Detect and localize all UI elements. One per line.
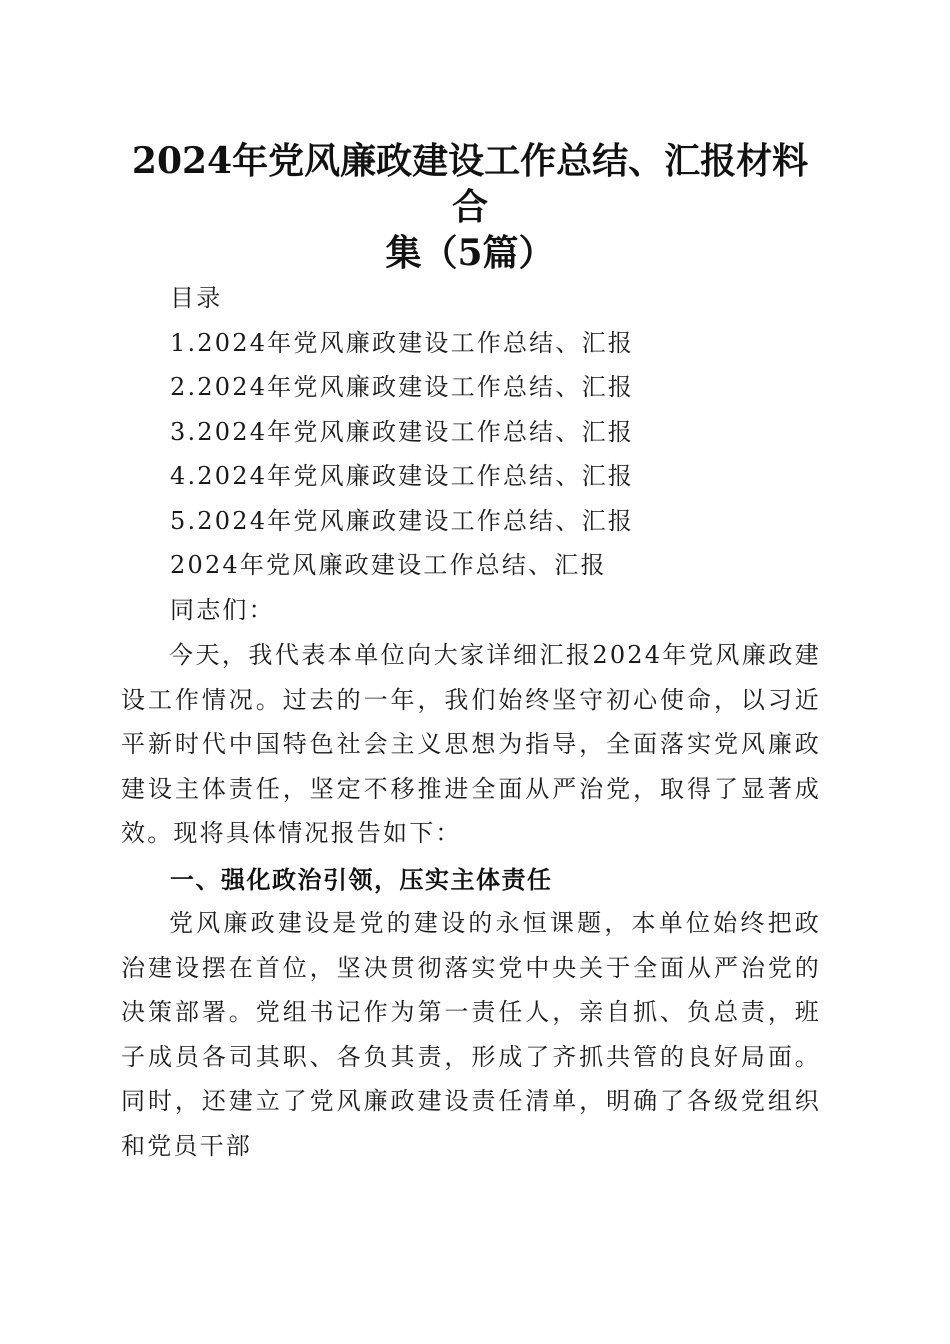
toc-item: 1.2024年党风廉政建设工作总结、汇报: [170, 328, 634, 357]
document-title: [120, 138, 820, 276]
article-title: 2024年党风廉政建设工作总结、汇报: [170, 551, 607, 579]
toc-item: 3.2024年党风廉政建设工作总结、汇报: [170, 417, 634, 446]
salutation: 同志们：: [170, 595, 275, 624]
intro-block: [121, 633, 821, 856]
toc-label: 目录: [170, 284, 223, 312]
section-1-paragraph: 党风廉政建设是党的建设的永恒课题，本单位始终把政治建设摆在首位，坚决贯彻落实党中央关于全面从严治党的决策部署。党组书记作为第一责任人，亲自抓、负总责，班子成员各司其职、各负其责，形成了齐抓共管的良好局面。同时，还建立了党风廉政建设责任清单，明确了各级党组织和党员干部: [121, 909, 821, 1160]
toc-item: 4.2024年党风廉政建设工作总结、汇报: [170, 462, 634, 490]
title-line-1: 2024年党风廉政建设工作总结、汇报材料合: [131, 140, 809, 228]
intro-paragraph: 今天，我代表本单位向大家详细汇报2024年党风廉政建设工作情况。过去的一年，我们始终坚守初心使命，以习近平新时代中国特色社会主义思想为指导，全面落实党风廉政建设主体责任，坚定不移推进全面从严治党，取得了显著成效。现将具体情况报告如下：: [121, 641, 821, 847]
title-line-2: 集（5篇）: [385, 232, 555, 274]
toc-item: 2.2024年党风廉政建设工作总结、汇报: [170, 373, 634, 401]
toc-item: 5.2024年党风廉政建设工作总结、汇报: [170, 506, 634, 535]
table-of-contents: [170, 276, 810, 632]
section-1-heading: 一、强化政治引领，压实主体责任: [170, 866, 553, 894]
section-1-block: [121, 901, 821, 1168]
